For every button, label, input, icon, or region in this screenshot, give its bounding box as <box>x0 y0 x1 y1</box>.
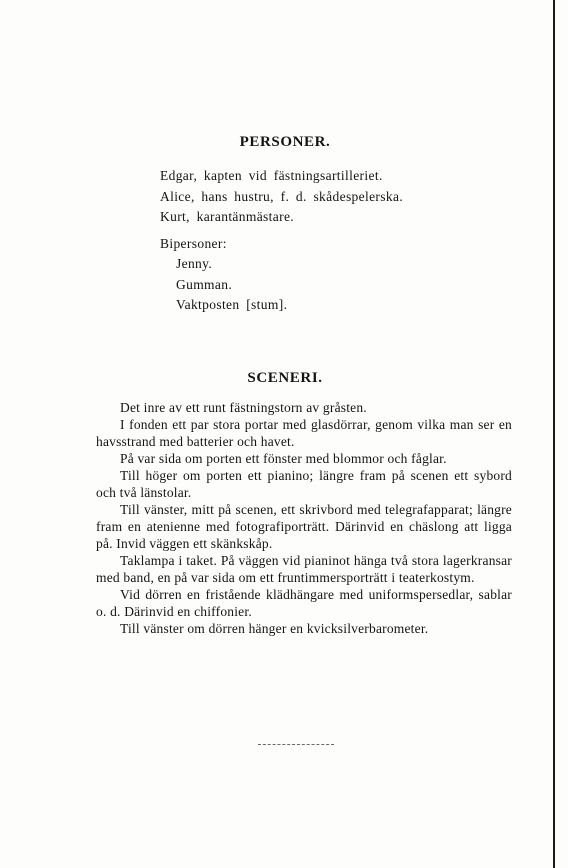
scenery-paragraph: Taklampa i taket. På väggen vid pianinot hänga två stora lagerkransar med band, en på var sida om ett fruntimmersporträtt i teaterkostym. <box>96 553 512 585</box>
cast-item-vaktposten: Vaktposten [stum]. <box>176 297 288 312</box>
scenery-paragraph: På var sida om porten ett fönster med blommor och fåglar. <box>120 451 447 466</box>
scenery-paragraph: I fonden ett par stora portar med glasdörrar, genom vilka man ser en havsstrand med batterier och havet. <box>96 417 512 449</box>
sceneri-heading: SCENERI. <box>247 370 323 386</box>
scenery-paragraph: Vid dörren en fristående klädhängare med uniformspersedlar, sablar o. d. Därinvid en chiffonier. <box>96 587 512 619</box>
scenery-paragraph: Till vänster, mitt på scenen, ett skrivbord med telegrafapparat; längre fram en atenienne med fotografiporträtt. Därinvid en chäslong att ligga på. Invid väggen ett skänkskåp. <box>96 502 512 551</box>
personer-heading: PERSONER. <box>239 134 331 150</box>
cast-item-alice: Alice, hans hustru, f. d. skådespelerska. <box>160 188 404 204</box>
cast-item-kurt: Kurt, karantänmästare. <box>160 209 295 224</box>
page-edge-line <box>553 0 555 868</box>
scenery-description <box>96 399 512 637</box>
end-divider <box>258 744 334 745</box>
scenery-paragraph: Till vänster om dörren hänger en kvicksilverbarometer. <box>120 621 429 636</box>
cast-item-edgar: Edgar, kapten vid fästningsartilleriet. <box>160 168 383 183</box>
cast-item-jenny: Jenny. <box>176 256 213 271</box>
cast-item-gumman: Gumman. <box>176 276 233 292</box>
scenery-paragraph: Det inre av ett runt fästningstorn av gråsten. <box>120 400 367 415</box>
scenery-paragraph: Till höger om porten ett pianino; längre fram på scenen ett sybord och två länstolar. <box>96 468 512 500</box>
minor-roles-heading: Bipersoner: <box>160 235 227 251</box>
cast-list <box>160 166 403 316</box>
